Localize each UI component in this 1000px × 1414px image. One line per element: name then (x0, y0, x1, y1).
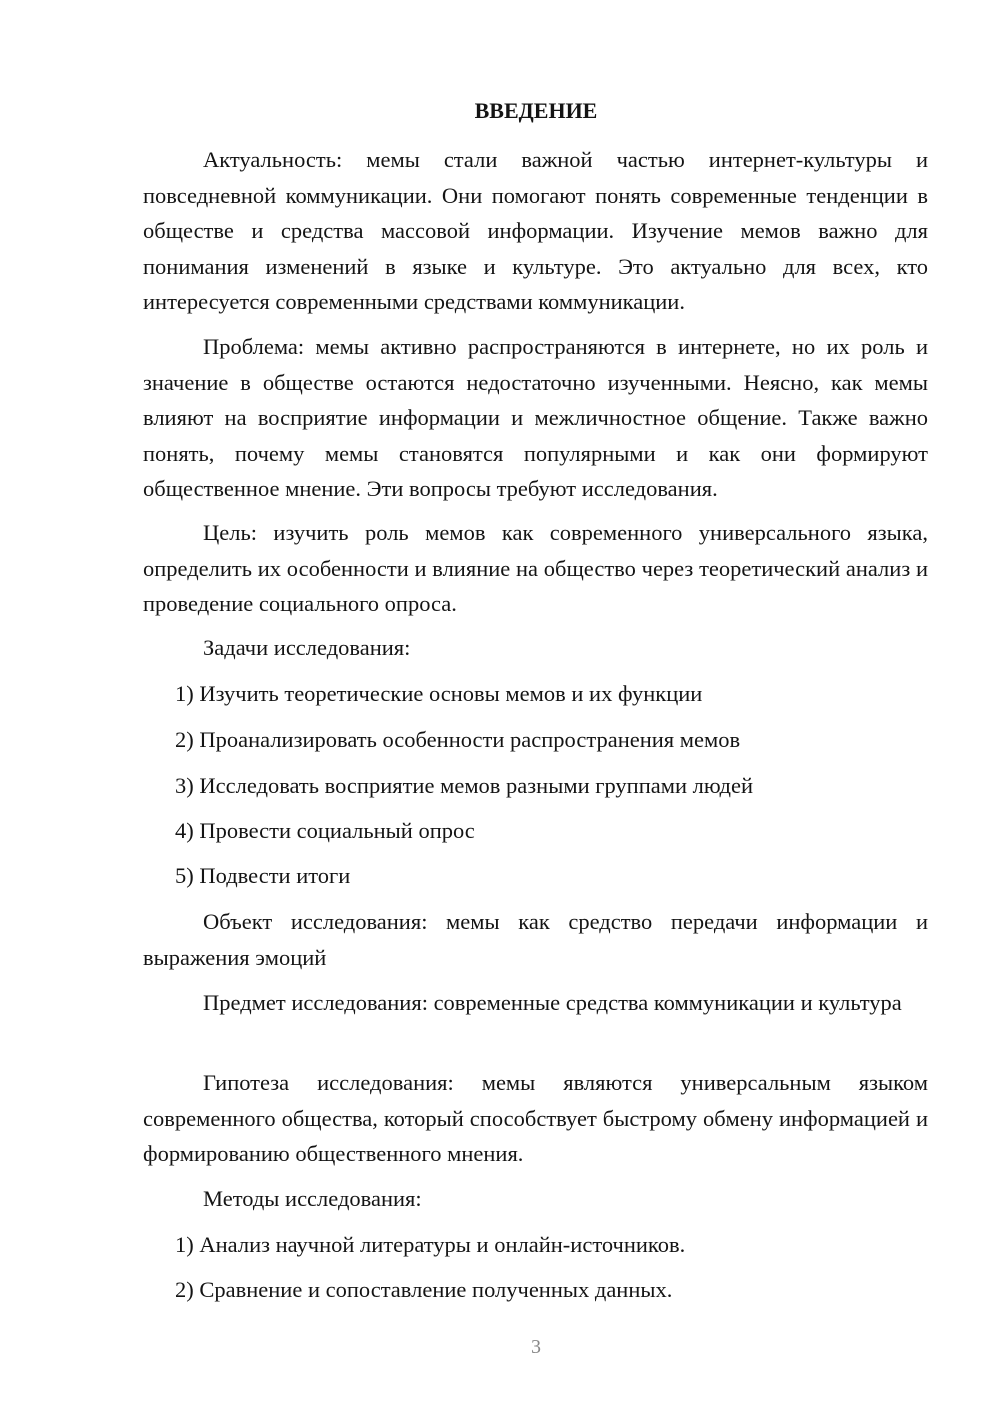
task-item-1: 1) Изучить теоретические основы мемов и их функции (175, 681, 703, 706)
task-item-2: 2) Проанализировать особенности распространения мемов (175, 727, 741, 752)
task-item-3: 3) Исследовать восприятие мемов разными группами людей (175, 773, 754, 798)
task-item-4: 4) Провести социальный опрос (175, 818, 475, 843)
object-paragraph: Объект исследования: мемы как средство передачи информации и выражения эмоций (143, 909, 928, 970)
problem-paragraph: Проблема: мемы активно распространяются в интернете, но их роль и значение в обществе остаются недостаточно изученными. Неясно, как мемы влияют на восприятие информации и межличностное общение. Также важно понять, почему мемы становятся популярными и как они формируют общественное мнение. Эти вопросы требуют исследования. (143, 334, 928, 501)
method-item-1: 1) Анализ научной литературы и онлайн-источников. (175, 1232, 686, 1257)
page-title: ВВЕДЕНИЕ (474, 98, 598, 123)
page-number: 3 (531, 1336, 541, 1358)
tasks-heading: Задачи исследования: (203, 635, 411, 660)
method-item-2: 2) Сравнение и сопоставление полученных данных. (175, 1277, 673, 1302)
relevance-paragraph: Актуальность: мемы стали важной частью интернет-культуры и повседневной коммуникации. Они помогают понять современные тенденции в обществе и средства массовой информации. Изучение мемов важно для понимания изменений в языке и культуре. Это актуально для всех, кто интересуется современными средствами коммуникации. (143, 147, 928, 314)
task-item-5: 5) Подвести итоги (175, 863, 351, 888)
methods-heading: Методы исследования: (203, 1186, 422, 1211)
goal-paragraph: Цель: изучить роль мемов как современного универсального языка, определить их особенности и влияние на общество через теоретический анализ и проведение социального опроса. (143, 520, 928, 616)
hypothesis-paragraph: Гипотеза исследования: мемы являются универсальным языком современного общества, который способствует быстрому обмену информацией и формированию общественного мнения. (143, 1070, 928, 1166)
subject-paragraph: Предмет исследования: современные средства коммуникации и культура (203, 990, 902, 1015)
